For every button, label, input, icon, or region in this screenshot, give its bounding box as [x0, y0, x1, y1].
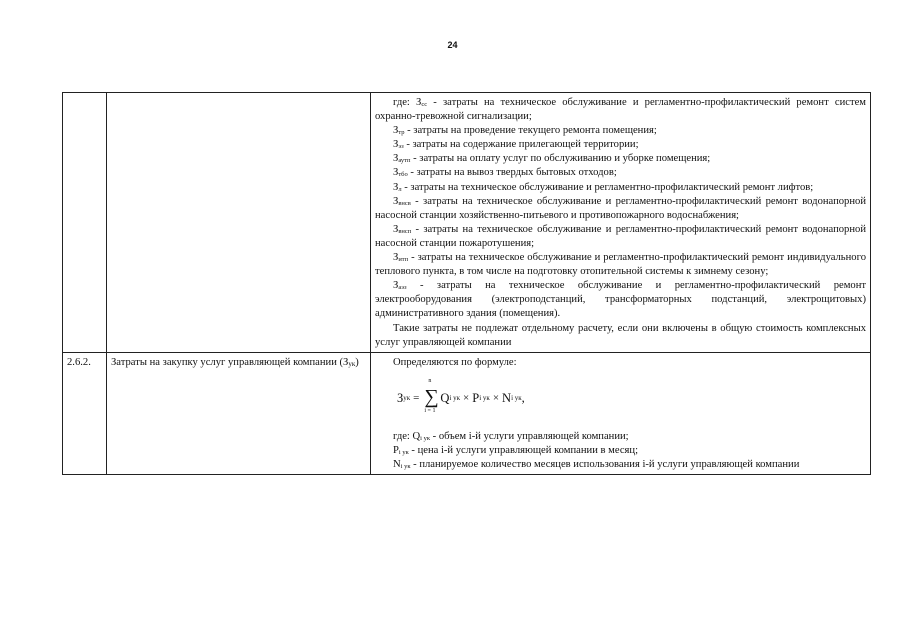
line-subscript: i ук — [420, 434, 430, 442]
line-text: - затраты на техническое обслуживание и регламентно-профилактический ремонт электрооборудования (электроподстанций, трансформаторных подстанций, электрощитовых) административного здания (помещения). — [375, 280, 866, 320]
line-prefix: З — [393, 153, 399, 165]
description-line — [375, 152, 866, 166]
line-subscript: аэз — [398, 284, 407, 292]
formula-equals: = — [413, 391, 420, 404]
line-text: - затраты на проведение текущего ремонта помещения; — [404, 125, 657, 137]
description-line — [375, 251, 866, 279]
line-prefix: где: З — [393, 97, 422, 108]
formula — [397, 378, 525, 418]
description-line — [375, 223, 866, 251]
description-lines — [375, 430, 866, 472]
line-subscript: i ук — [400, 462, 411, 470]
line-prefix: N — [393, 458, 401, 470]
line-prefix: З — [393, 280, 399, 292]
formula-block — [375, 370, 866, 430]
line-text: - затраты на техническое обслуживание и регламентно-профилактический ремонт систем охранно-тревожной сигнализации; — [375, 97, 866, 123]
sum-upper-limit: n — [428, 377, 432, 384]
line-prefix: З — [393, 195, 399, 207]
description-line — [375, 181, 866, 195]
line-subscript: тр — [398, 129, 405, 137]
sigma-symbol: ∑ — [424, 385, 439, 408]
line-prefix: З — [393, 223, 399, 235]
formula-end: , — [521, 390, 525, 405]
table-row — [63, 93, 871, 353]
formula-times: × — [492, 391, 500, 404]
description-line — [375, 166, 866, 180]
cell-number: 2.6.2. — [63, 352, 107, 474]
line-subscript: внсв — [398, 199, 411, 207]
sum-operator — [424, 378, 438, 418]
cell-name — [107, 93, 371, 353]
description-line — [375, 124, 866, 138]
sum-lower-limit: i = 1 — [424, 407, 436, 414]
line-subscript: аутп — [398, 157, 411, 165]
line-subscript: тбо — [398, 171, 408, 179]
line-text: - затраты на техническое обслуживание и регламентно-профилактический ремонт лифтов; — [401, 181, 814, 193]
formula-q: Q — [440, 390, 450, 405]
cell-description — [371, 352, 871, 474]
line-subscript: внсп — [398, 227, 412, 235]
line-subscript: л — [398, 185, 402, 193]
line-prefix: З — [393, 167, 399, 179]
description-line — [375, 430, 866, 444]
line-prefix: З — [393, 125, 399, 137]
line-text: - затраты на оплату услуг по обслуживанию и уборке помещения; — [410, 153, 711, 165]
cell-description — [371, 93, 871, 353]
formula-times: × — [463, 391, 470, 404]
line-prefix: Такие затраты не подлежат отдельному расчету, если они включены в общую стоимость комплексных услуг управляющей компании — [375, 322, 866, 348]
name-subscript: ук — [348, 359, 356, 368]
cell-name — [107, 352, 371, 474]
description-line — [375, 458, 866, 472]
table-row — [63, 352, 871, 474]
line-text: - объем i-й услуги управляющей компании; — [430, 430, 629, 442]
line-text: - планируемое количество месяцев использования i-й услуги управляющей компании — [410, 458, 800, 470]
page-number: 24 — [447, 40, 458, 50]
line-text: - затраты на техническое обслуживание и регламентно-профилактический ремонт водонапорной насосной станции пожаротушения; — [375, 223, 866, 249]
cell-number — [63, 93, 107, 353]
formula-intro: Определяются по формуле: — [393, 356, 517, 368]
line-prefix: P — [393, 444, 399, 456]
line-prefix: З — [393, 252, 399, 264]
line-text: - цена i-й услуги управляющей компании в месяц; — [408, 444, 639, 456]
line-subscript: итп — [398, 256, 409, 264]
formula-n-subscript: i ук — [511, 393, 522, 402]
formula-p: P — [472, 390, 480, 405]
document-table — [62, 92, 871, 475]
line-subscript: сс — [421, 101, 428, 108]
description-line — [375, 96, 866, 124]
name-text: Затраты на закупку услуг управляющей компании (З — [111, 356, 349, 368]
description-line — [375, 279, 866, 321]
formula-n: N — [502, 390, 512, 405]
line-prefix: З — [393, 181, 399, 193]
description-line — [375, 322, 866, 350]
line-text: - затраты на содержание прилегающей территории; — [403, 139, 639, 151]
formula-lhs: З — [397, 390, 404, 405]
line-text: - затраты на вывоз твердых бытовых отходов; — [407, 167, 617, 179]
description-line — [375, 444, 866, 458]
formula-p-subscript: i ук — [479, 393, 490, 402]
name-end: ) — [355, 356, 359, 368]
line-prefix: где: Q — [393, 430, 421, 442]
description-line — [375, 138, 866, 152]
formula-lhs-subscript: ук — [403, 393, 411, 402]
formula-q-subscript: i ук — [449, 393, 461, 402]
description-lines — [375, 96, 866, 350]
description-line — [375, 195, 866, 223]
line-prefix: З — [393, 139, 399, 151]
line-subscript: эз — [398, 143, 404, 151]
line-text: - затраты на техническое обслуживание и регламентно-профилактический ремонт индивидуального теплового пункта, в том числе на подготовку отопительной системы к зимнему сезону; — [375, 252, 866, 278]
line-text: - затраты на техническое обслуживание и регламентно-профилактический ремонт водонапорной насосной станции хозяйственно-питьевого и противопожарного водоснабжения; — [375, 195, 866, 221]
line-subscript: i ук — [398, 448, 409, 456]
